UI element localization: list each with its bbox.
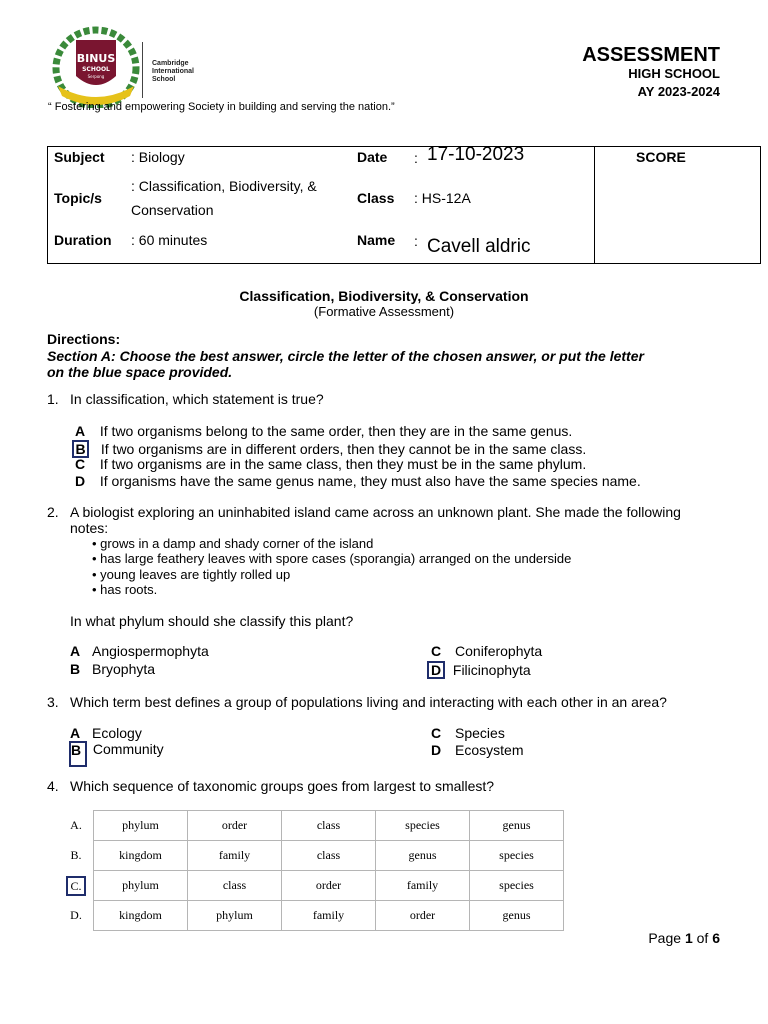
name-label: Name bbox=[357, 232, 396, 248]
cambridge-label: Cambridge International School bbox=[152, 60, 195, 83]
doc-subtitle: (Formative Assessment) bbox=[313, 304, 455, 319]
table-cell: genus bbox=[470, 901, 564, 931]
school-level: HIGH SCHOOL bbox=[628, 66, 720, 81]
school-motto: “ Fostering and empowering Society in building and serving the nation.” bbox=[48, 101, 395, 113]
table-cell: family bbox=[376, 871, 470, 901]
q4-sequence-table bbox=[59, 810, 564, 931]
date-label: Date bbox=[357, 149, 388, 165]
q3-option-b[interactable]: B Community bbox=[69, 741, 164, 767]
q4-row-label: A. bbox=[70, 818, 82, 832]
class-label: Class bbox=[357, 190, 395, 206]
table-row[interactable] bbox=[59, 811, 564, 841]
table-cell: kingdom bbox=[94, 841, 188, 871]
subject-value: : Biology bbox=[131, 149, 185, 165]
table-cell: phylum bbox=[94, 871, 188, 901]
q3-selected-answer-box: B bbox=[69, 741, 87, 767]
q1-number: 1. bbox=[47, 391, 59, 407]
svg-text:BINUS: BINUS bbox=[76, 52, 116, 65]
table-row[interactable] bbox=[59, 841, 564, 871]
q2-option-a[interactable]: A Angiospermophyta bbox=[70, 643, 209, 659]
q4-row-label: B. bbox=[70, 848, 82, 862]
q1-option-c[interactable]: C If two organisms are in the same class, then they must be in the same phylum. bbox=[74, 456, 587, 472]
svg-text:Serpong: Serpong bbox=[87, 74, 105, 79]
q2-text-line1: A biologist exploring an uninhabited island came across an unknown plant. She made the following bbox=[70, 504, 681, 520]
q4-row-label: D. bbox=[70, 908, 82, 922]
q3-number: 3. bbox=[47, 694, 59, 710]
academic-year: AY 2023-2024 bbox=[637, 84, 720, 99]
q4-text: Which sequence of taxonomic groups goes from largest to smallest? bbox=[70, 778, 495, 794]
q2-note-3: • young leaves are tightly rolled up bbox=[92, 567, 291, 582]
q2-question: In what phylum should she classify this plant? bbox=[70, 613, 354, 629]
q2-note-1: • grows in a damp and shady corner of the island bbox=[92, 536, 374, 551]
q2-option-b[interactable]: B Bryophyta bbox=[70, 661, 156, 677]
doc-title: Classification, Biodiversity, & Conservation bbox=[239, 288, 529, 304]
topic-label: Topic/s bbox=[54, 190, 102, 206]
q2-number: 2. bbox=[47, 504, 59, 520]
class-value: : HS-12A bbox=[414, 190, 471, 206]
duration-value: : 60 minutes bbox=[131, 232, 208, 248]
section-a-instructions-2: on the blue space provided. bbox=[47, 364, 233, 380]
duration-label: Duration bbox=[54, 232, 112, 248]
q1-selected-answer-box: B bbox=[72, 440, 89, 458]
q2-note-2: • has large feathery leaves with spore cases (sporangia) arranged on the underside bbox=[92, 551, 572, 566]
section-a-instructions-1: Section A: Choose the best answer, circle the letter of the chosen answer, or put the letter bbox=[47, 348, 644, 364]
q1-text: In classification, which statement is true? bbox=[70, 391, 324, 407]
q3-option-a[interactable]: A Ecology bbox=[70, 725, 142, 741]
table-cell: class bbox=[282, 811, 376, 841]
q3-text: Which term best defines a group of populations living and interacting with each other in an area? bbox=[70, 694, 667, 710]
q2-note-4: • has roots. bbox=[92, 582, 158, 597]
score-label: SCORE bbox=[636, 149, 686, 165]
q2-text-line2: notes: bbox=[70, 520, 109, 536]
subject-label: Subject bbox=[54, 149, 105, 165]
table-row[interactable] bbox=[59, 901, 564, 931]
directions-heading: Directions: bbox=[47, 331, 121, 347]
table-cell: phylum bbox=[94, 811, 188, 841]
q2-option-d[interactable]: D Filicinophyta bbox=[427, 661, 531, 679]
name-colon: : bbox=[414, 233, 418, 249]
topic-value-line1: : Classification, Biodiversity, & bbox=[131, 178, 317, 194]
table-cell: class bbox=[188, 871, 282, 901]
table-cell: species bbox=[470, 871, 564, 901]
table-cell: genus bbox=[376, 841, 470, 871]
q2-selected-answer-box: D bbox=[427, 661, 445, 679]
table-cell: species bbox=[376, 811, 470, 841]
school-logo bbox=[50, 24, 150, 108]
table-cell: order bbox=[188, 811, 282, 841]
q1-option-d[interactable]: D If organisms have the same genus name, they must also have the same species name. bbox=[74, 473, 641, 489]
topic-value-line2: Conservation bbox=[131, 202, 214, 218]
date-colon: : bbox=[414, 150, 418, 166]
table-cell: genus bbox=[470, 811, 564, 841]
logo-divider bbox=[142, 42, 143, 98]
table-cell: phylum bbox=[188, 901, 282, 931]
q3-option-d[interactable]: D Ecosystem bbox=[431, 742, 524, 758]
score-divider bbox=[594, 146, 595, 264]
q3-option-c[interactable]: C Species bbox=[431, 725, 505, 741]
q2-option-c[interactable]: C Coniferophyta bbox=[431, 643, 543, 659]
table-cell: family bbox=[282, 901, 376, 931]
table-row[interactable] bbox=[59, 871, 564, 901]
table-cell: family bbox=[188, 841, 282, 871]
q4-number: 4. bbox=[47, 778, 59, 794]
table-cell: species bbox=[470, 841, 564, 871]
table-cell: kingdom bbox=[94, 901, 188, 931]
q1-option-a[interactable]: A If two organisms belong to the same order, then they are in the same genus. bbox=[74, 423, 573, 439]
table-cell: order bbox=[282, 871, 376, 901]
q1-option-b[interactable]: B If two organisms are in different orders, then they cannot be in the same class. bbox=[72, 440, 586, 458]
assessment-title: ASSESSMENT bbox=[582, 44, 720, 66]
svg-text:SCHOOL: SCHOOL bbox=[82, 66, 110, 73]
table-cell: class bbox=[282, 841, 376, 871]
table-cell: order bbox=[376, 901, 470, 931]
page-number: Page 1 of 6 bbox=[648, 930, 720, 946]
name-value[interactable]: Cavell aldric bbox=[427, 236, 531, 257]
date-value[interactable]: 17-10-2023 bbox=[427, 144, 525, 165]
q4-selected-answer-box: C. bbox=[66, 876, 85, 896]
